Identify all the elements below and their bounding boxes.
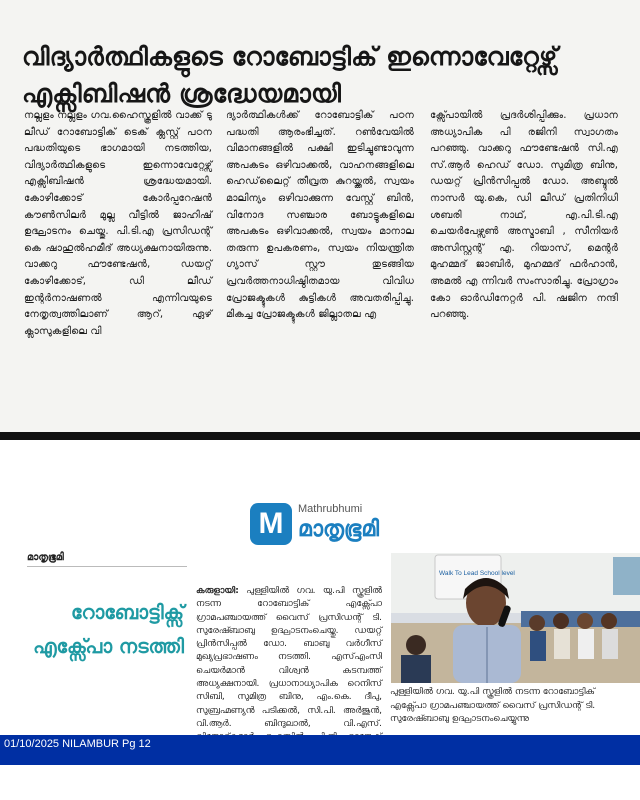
article-body	[196, 585, 382, 758]
dateline-place: കരുളായി:	[196, 586, 239, 596]
logo-english-name: Mathrubhumi	[298, 503, 363, 515]
footer-date-edition-page: 01/10/2025 NILAMBUR Pg 12	[4, 738, 151, 750]
mathrubhumi-logo	[250, 503, 450, 547]
clipping-divider	[0, 432, 640, 440]
event-photo-illustration	[391, 553, 640, 683]
banner-text: Walk To Lead School level	[439, 570, 515, 577]
logo-m-icon: M	[250, 503, 292, 545]
article-title: റോബോട്ടിക്സ് എക്സ്പോ നടത്തി	[33, 601, 184, 658]
article-column-3: ക്സ്പോയിൽ പ്രദർശിപ്പിക്കും. പ്രധാന അധ്യാപിക പി രജിനി സ്വാഗതം പറഞ്ഞു. വാക്കറു ഫൗണ്ടേഷൻ സി.എ സ്.ആർ ഹെഡ് ഡോ. സുമിത്ര ബിനു, ഡയറ്റ് പ്രിൻസിപ്പൽ ഡോ. അബ്ദുൽ നാസർ യു.കെ, ഡി ലീഡ് പ്രതിനിധി ശബരി നാഥ്, എ.പി.ടി.എ ചെയർപേഴ്സൺ അസ്മാബി , സീനിയർ അസിസ്റ്റന്റ് എ. റിയാസ്, മെന്റർ മുഹമ്മദ് ജാബിർ, മുഹമ്മദ് ഫർഹാൻ, അമൽ എ ന്നിവർ സംസാരിച്ചു. പ്രോഗ്രാം കോ ഓർഡിനേറ്റർ പി. ഷജിന നന്ദി പറഞ്ഞു.	[430, 110, 618, 321]
logo-malayalam-name: മാതൃഭൂമി	[298, 517, 380, 542]
photo-caption: പുള്ളിയിൽ ഗവ. യു.പി സ്കൂളിൽ നടന്ന റോബോട്ടിക് എക്സ്പോ ഗ്രാമപഞ്ചായത്ത് വൈസ് പ്രസിഡന്റ് ടി. സുരേഷ്ബാബു ഉദ്ഘാടനംചെയ്യുന്നു	[390, 687, 596, 724]
article-column-2: ദ്യാർത്ഥികൾക്ക് റോബോട്ടിക് പഠന പദ്ധതി ആരംഭിച്ചത്. റൺവേയിൽ വിമാനങ്ങളിൽ പക്ഷി ഇടിച്ചുണ്ടാവുന്ന അപകടം ഒഴിവാക്കൽ, വാഹനങ്ങളിലെ ഹെഡ്‌ലൈറ്റ് തീവ്രത കുറയ്ക്കൽ, സ്വയം മാലിന്യം ഒഴിവാക്കുന്ന വേസ്റ്റ് ബിൻ, വിനോദ സഞ്ചാര ബോട്ടുകളിലെ അപകടം ഒഴിവാക്കൽ, സ്വയം മാനാല തരുന്ന ഉപകരണം, സ്വയം നിയന്ത്രിത ഗ്യാസ് സ്റ്റൗ തുടങ്ങിയ പ്രവർത്തനാധിഷ്ഠിതമായ വിവിധ പ്രോജക്ടുകൾ കുട്ടികൾ അവതരിപ്പിച്ചു. മികച്ച പ്രോജക്ടുകൾ ജില്ലാതല എ	[226, 110, 414, 321]
article-body-text: പുള്ളിയിൽ ഗവ. യു.പി സ്കൂളിൽ നടന്ന റോബോട്ടിക് എക്സ്പോ ഗ്രാമപഞ്ചായത്ത് വൈസ് പ്രസിഡന്റ് ടി. സുരേഷ്ബാബു ഉദ്ഘാടനംചെയ്തു. ഡയറ്റ് പ്രിൻസിപ്പൽ ഡോ. ബാബു വർഗീസ് മുഖ്യപ്രഭാഷണം നടത്തി. എസ്എംസി ചെയർമാൻ വിശ്വൻ കടമ്പത്ത് അധ്യക്ഷനായി. പ്രധാനാധ്യാപിക റെനിസ് സിബി, സുമിത്ര ബിനു, എം.കെ. ദീപു, സുബ്രഹ്മണ്യൻ പടിക്കൽ, സി.പി. അർജുൻ, വി.ആർ. ബിന്ദുലാൽ, വി.എസ്.	[196, 586, 382, 729]
masthead-small: മാതൃഭൂമി	[27, 552, 64, 563]
masthead-rule	[27, 566, 187, 567]
article-column-1: നല്ലളം നല്ലളം ഗവ.ഹൈസ്കൂളിൽ വാക്ക് ടു ലീഡ് റോബോട്ടിക് ടെക് ക്ലസ്റ്റ് പഠന പദ്ധതിയുടെ ഭാഗമായി നടത്തിയ, വിദ്യാർത്ഥികളുടെ ഇന്നൊവേറ്റേഴ്സ് എക്സിബിഷൻ ശ്രദ്ധേയമായി. കോഴിക്കോട് കോർപ്പറേഷൻ കൗൺസിലർ മുല്ല വീട്ടിൽ ജാഹിഷ് ഉദ്ഘാടനം ചെയ്തു. പി.ടി.എ പ്രസിഡന്റ് കെ ഷാഹുൽഹമീദ് അധ്യക്ഷനായിരുന്നു. വാക്കറു ഫൗണ്ടേഷൻ, ഡയറ്റ് കോഴിക്കോട്, ഡി ലീഡ് ഇന്റർനാഷണൽ എന്നിവയുടെ നേതൃത്വത്തിലാണ് ആറ്, ഏഴ് ക്ലാസുകളിലെ വി	[24, 110, 212, 337]
clipping-headline: വിദ്യാർത്ഥികളുടെ റോബോട്ടിക് ഇന്നൊവേറ്റേഴ്സ് എക്സിബിഷൻ ശ്രദ്ധേയമായി	[22, 42, 558, 108]
event-photo	[391, 553, 640, 683]
